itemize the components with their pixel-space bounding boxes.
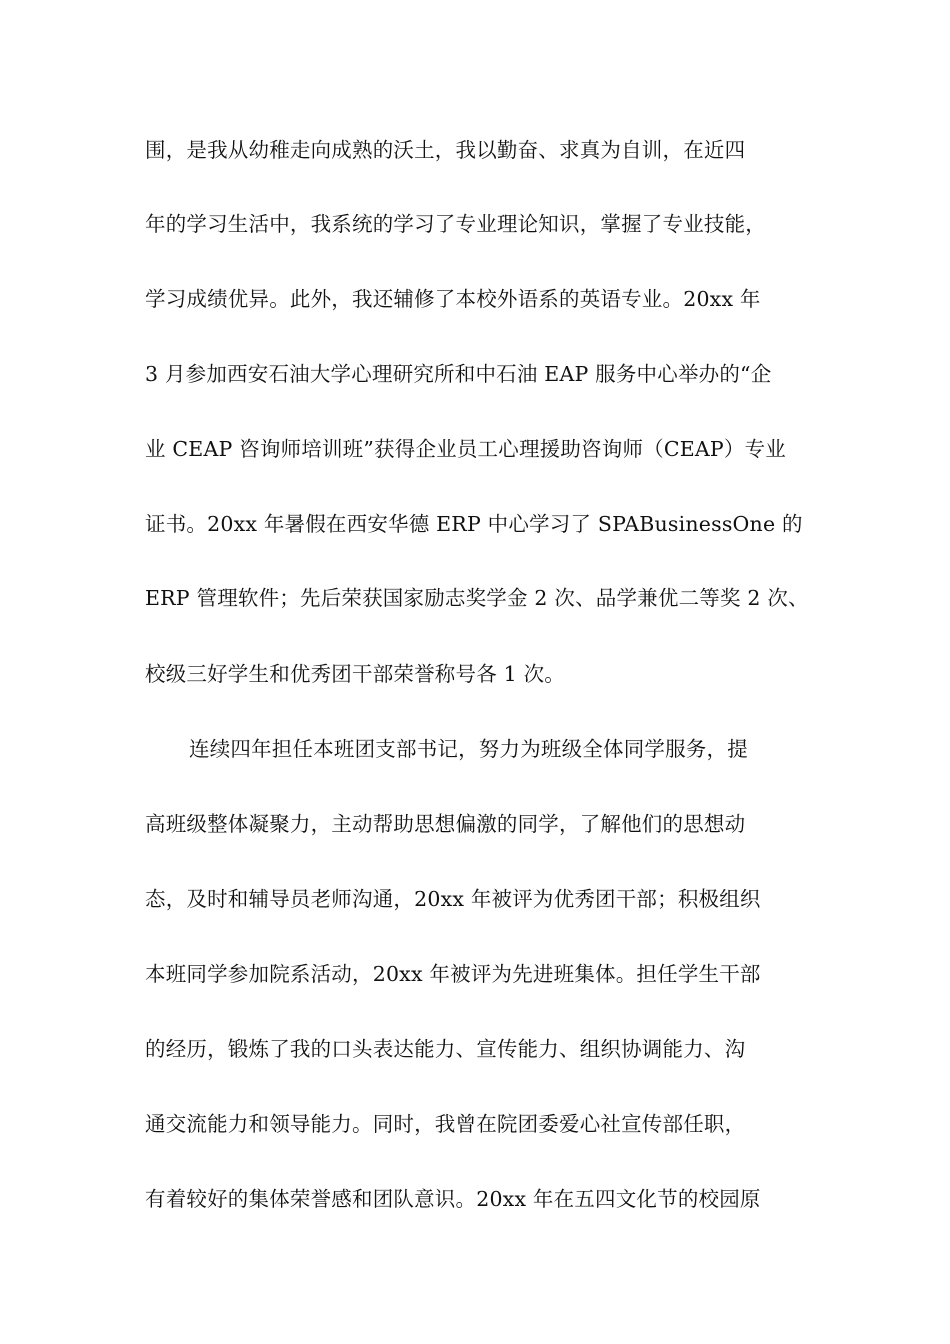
text-line: 3 月参加西安石油大学心理研究所和中石油 EAP 服务中心举办的“企 [145, 362, 772, 386]
text-line: 有着较好的集体荣誉感和团队意识。20xx 年在五四文化节的校园原 [145, 1187, 761, 1211]
text-line: 的经历，锻炼了我的口头表达能力、宣传能力、组织协调能力、沟 [145, 1037, 746, 1061]
text-line: 年的学习生活中，我系统的学习了专业理论知识，掌握了专业技能， [145, 212, 766, 236]
text-line: 业 CEAP 咨询师培训班”获得企业员工心理援助咨询师（CEAP）专业 [145, 437, 787, 461]
text-line: 连续四年担任本班团支部书记，努力为班级全体同学服务，提 [189, 737, 748, 761]
text-line: 围，是我从幼稚走向成熟的沃土，我以勤奋、求真为自训，在近四 [145, 138, 746, 162]
text-line: 校级三好学生和优秀团干部荣誉称号各 1 次。 [145, 662, 565, 686]
text-line: 本班同学参加院系活动，20xx 年被评为先进班集体。担任学生干部 [145, 962, 761, 986]
text-line: 态，及时和辅导员老师沟通，20xx 年被评为优秀团干部；积极组织 [145, 887, 761, 911]
text-line: 高班级整体凝聚力，主动帮助思想偏激的同学，了解他们的思想动 [145, 812, 746, 836]
text-line: 通交流能力和领导能力。同时，我曾在院团委爱心社宣传部任职， [145, 1112, 746, 1136]
text-line: ERP 管理软件；先后荣获国家励志奖学金 2 次、品学兼优二等奖 2 次、 [145, 586, 809, 610]
text-line: 学习成绩优异。此外，我还辅修了本校外语系的英语专业。20xx 年 [145, 287, 761, 311]
text-line: 证书。20xx 年暑假在西安华德 ERP 中心学习了 SPABusinessOne 的 [145, 512, 803, 536]
